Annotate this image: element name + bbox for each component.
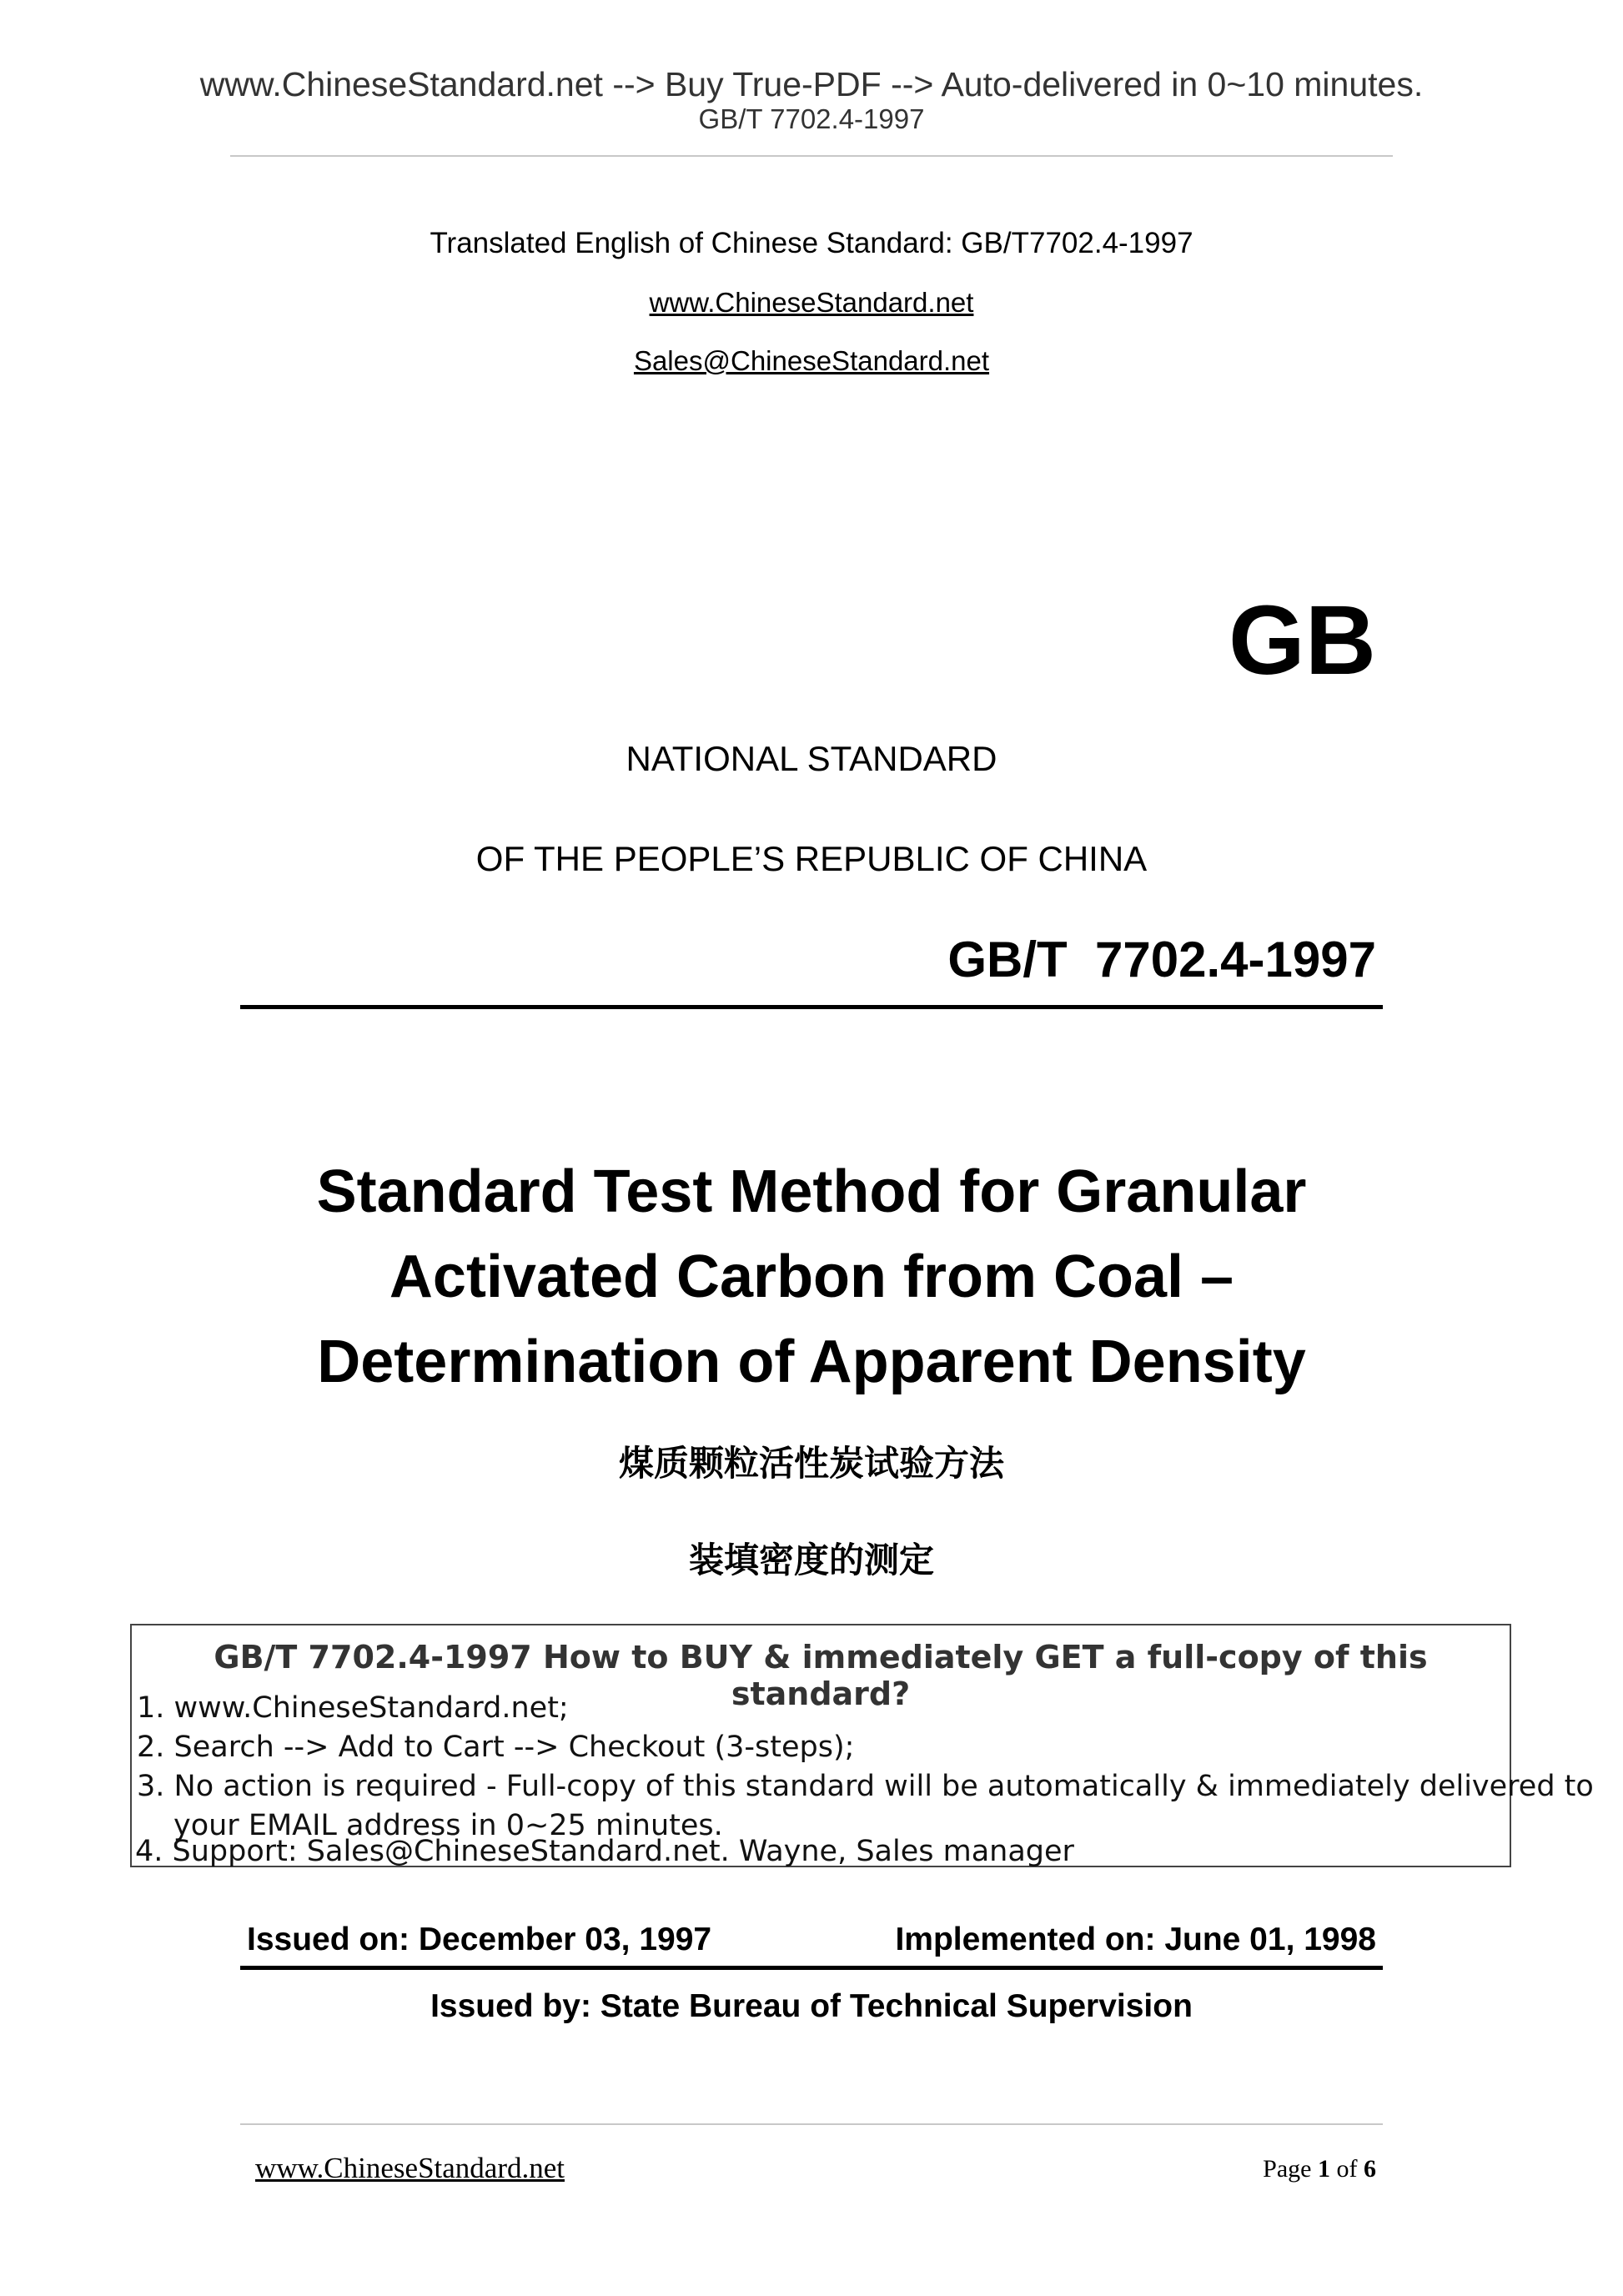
header-banner: www.ChineseStandard.net --> Buy True-PDF --> Auto-delivered in 0~10 minutes. [199, 65, 1424, 103]
national-standard: NATIONAL STANDARD [626, 739, 997, 778]
buy-box-title: GB/T 7702.4-1997 How to BUY & immediately GET a full-copy of this standard? [214, 1639, 1428, 1712]
translated-line: Translated English of Chinese Standard: GB/T7702.4-1997 [430, 227, 1193, 259]
intro-email-link[interactable] [0, 345, 1623, 377]
issued-on: Issued on: December 03, 1997 [247, 1922, 712, 1957]
title-line-3: Determination of Apparent Density [317, 1329, 1306, 1395]
chinese-title-2: 装填密度的测定 [688, 1540, 934, 1580]
intro-website-link[interactable] [0, 287, 1623, 319]
buy-step-3: 3. No action is required - Full-copy of this standard will be automatically & immediately delivered to [137, 1770, 1594, 1803]
title-block [0, 1149, 1623, 1404]
footer-divider [240, 2123, 1383, 2125]
page-number: 1 [1318, 2155, 1330, 2183]
page-of: of [1330, 2155, 1364, 2183]
implemented-on: Implemented on: June 01, 1998 [895, 1922, 1376, 1957]
page-total: 6 [1364, 2155, 1376, 2183]
buy-step-3-cont: your EMAIL address in 0~25 minutes. [173, 1809, 723, 1842]
footer-website-link[interactable] [255, 2152, 565, 2185]
intro-email-text[interactable]: Sales@ChineseStandard.net [633, 345, 990, 376]
buy-info-box [130, 1624, 1594, 1867]
dates-rule [240, 1966, 1383, 1970]
title-line-2: Activated Carbon from Coal – [389, 1243, 1234, 1310]
header-divider [230, 155, 1393, 157]
title-line-1: Standard Test Method for Granular [316, 1158, 1307, 1225]
footer-website-text[interactable]: www.ChineseStandard.net [255, 2152, 565, 2184]
page-prefix: Page [1263, 2155, 1318, 2183]
country-line: OF THE PEOPLE’S REPUBLIC OF CHINA [475, 839, 1148, 878]
standard-number-rule [240, 1005, 1383, 1009]
intro-website-text[interactable]: www.ChineseStandard.net [649, 287, 974, 318]
page-indicator [1263, 2155, 1376, 2183]
buy-step-4-line: 4. Support: Sales@ChineseStandard.net. Wayne, Sales manager [135, 1835, 1074, 1868]
buy-step-2: 2. Search --> Add to Cart --> Checkout (3-steps); [137, 1731, 855, 1764]
gb-mark: GB [1229, 585, 1376, 696]
chinese-title-1: 煤质颗粒活性炭试验方法 [618, 1443, 1004, 1484]
header-doc-code: GB/T 7702.4-1997 [698, 103, 925, 134]
issued-by: Issued by: State Bureau of Technical Supervision [430, 1988, 1193, 2024]
buy-step-1: 1. www.ChineseStandard.net; [137, 1691, 569, 1725]
standard-number: GB/T 7702.4-1997 [947, 932, 1376, 987]
